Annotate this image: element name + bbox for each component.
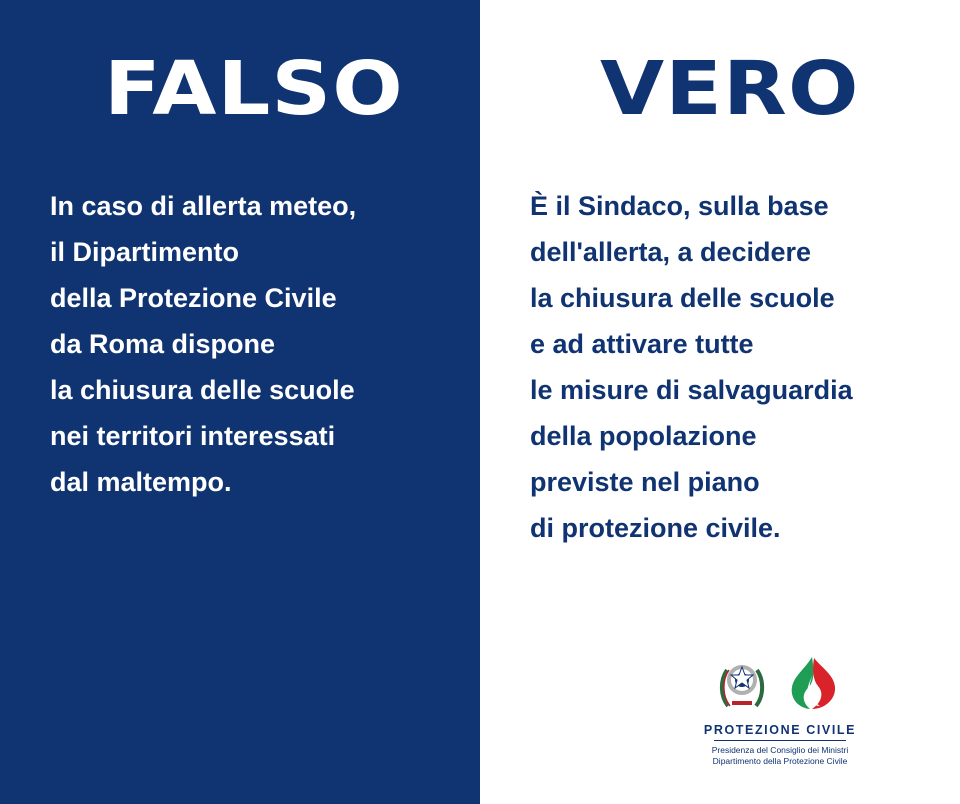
vero-line: È il Sindaco, sulla base xyxy=(530,191,829,221)
falso-line: da Roma dispone xyxy=(50,329,276,359)
falso-line: della Protezione Civile xyxy=(50,283,337,313)
falso-line: dal maltempo. xyxy=(50,467,232,497)
vero-line: di protezione civile. xyxy=(530,513,781,543)
vero-line: le misure di salvaguardia xyxy=(530,375,853,405)
logo-title: PROTEZIONE CIVILE xyxy=(703,723,857,737)
tricolor-flame-icon xyxy=(782,654,842,717)
vero-line: previste nel piano xyxy=(530,467,760,497)
heading-falso: FALSO xyxy=(104,46,404,132)
falso-line: il Dipartimento xyxy=(50,237,240,267)
italian-republic-emblem-icon xyxy=(718,654,766,717)
protezione-civile-logo xyxy=(660,655,900,767)
body-text-vero xyxy=(530,183,960,551)
body-text-falso xyxy=(50,183,470,505)
vero-line: e ad attivare tutte xyxy=(530,329,754,359)
falso-line: la chiusura delle scuole xyxy=(50,375,355,405)
vero-line: dell'allerta, a decidere xyxy=(530,237,812,267)
falso-line: In caso di allerta meteo, xyxy=(50,191,357,221)
logo-marks xyxy=(660,655,900,717)
falso-line: nei territori interessati xyxy=(50,421,336,451)
logo-subtitle-line2: Dipartimento della Protezione Civile xyxy=(712,756,848,766)
logo-divider xyxy=(714,740,846,741)
vero-line: la chiusura delle scuole xyxy=(530,283,835,313)
heading-vero: VERO xyxy=(600,46,860,132)
logo-subtitle-line1: Presidenza del Consiglio dei Ministri xyxy=(711,745,849,755)
vero-line: della popolazione xyxy=(530,421,757,451)
